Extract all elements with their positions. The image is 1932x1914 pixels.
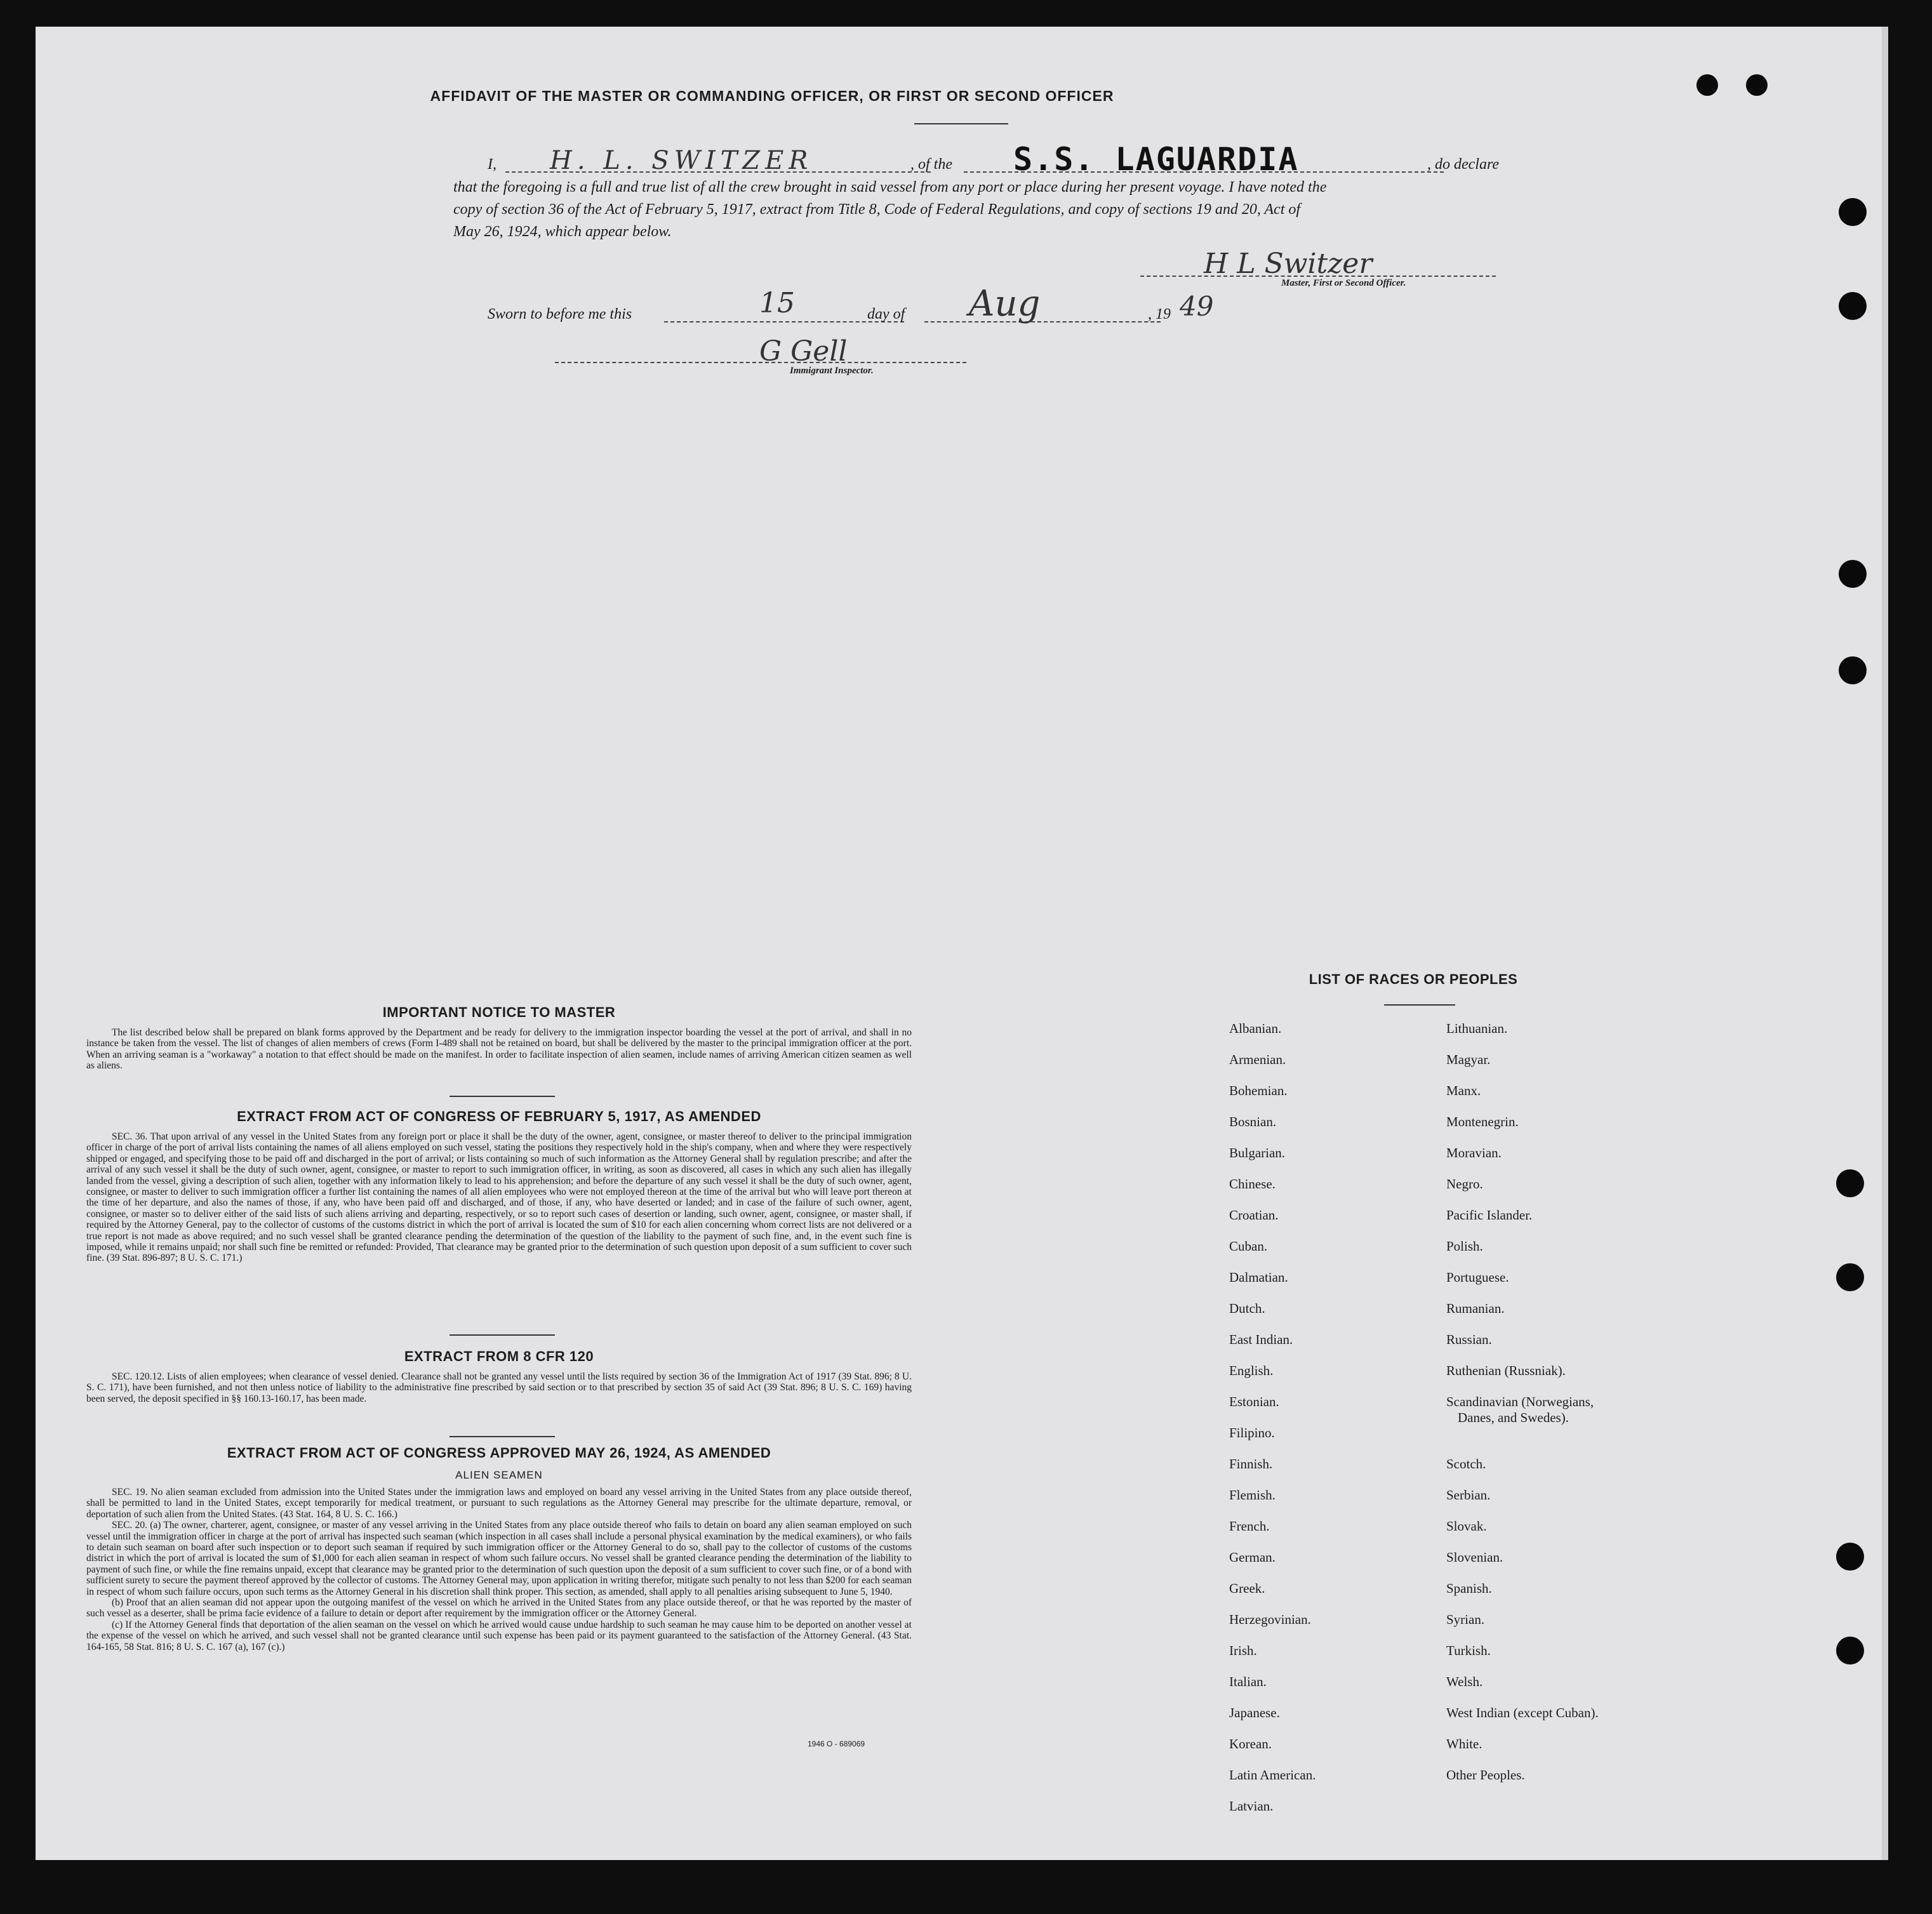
sec-20a-paragraph: SEC. 20. (a) The owner, charterer, agent, consignee, or master of any vessel arriving in the United States from any place outside thereof who fails to detain on board any alien seaman employed on such vessel until the immigration officer in charge at the port of arrival has inspected such seaman (which inspection in all cases shall include a personal physical examination by the medical examiners), or who fails to detain such seaman on board after such inspection or to deport such seaman if required by such immigration officer or the Attorney General to do so, shall pay to the collector of customs of the customs district in which the port of arrival is located the sum of $1,000 for each alien seaman in respect of whom such failure occurs. No vessel shall be granted clearance pending the determination of the liability to payment of such fine, or while the fine remains unpaid, except that clearance may be granted prior to the determination of such question upon the deposit of a sum sufficient to cover such fine, or of a bond with sufficient surety to secure the payment thereof approved by the collector of customs. The Attorney General may, upon application in writing therefor, mitigate such penalty to not less than $200 for each seaman in respect of whom such failure occurs, upon such terms as the Attorney General in his discretion shall think proper. This section, as amended, shall apply to all penalties arising subsequent to June 5, 1940. xyxy=(86,1520,912,1597)
race-item: Latvian. xyxy=(1229,1798,1274,1814)
race-item: Dalmatian. xyxy=(1229,1270,1288,1285)
alien-seamen-subheading: ALIEN SEAMEN xyxy=(455,1469,543,1481)
binder-hole xyxy=(1746,74,1768,96)
extract-1924-body xyxy=(86,1487,912,1652)
race-item: Bosnian. xyxy=(1229,1114,1277,1129)
i-label: I, xyxy=(488,156,496,173)
page-edge xyxy=(1882,27,1888,1860)
extract-cfr-heading: EXTRACT FROM 8 CFR 120 xyxy=(404,1348,594,1364)
race-item: Italian. xyxy=(1229,1674,1267,1689)
races-rule xyxy=(1384,1004,1455,1006)
race-item: Lithuanian. xyxy=(1446,1021,1508,1036)
race-item: Montenegrin. xyxy=(1446,1114,1519,1129)
sec-20b-paragraph: (b) Proof that an alien seaman did not appear upon the outgoing manifest of the vessel on which he arrived in the United States from any place outside thereof, or that he was reported by the master of such vessel as a deserter, shall be prima facie evidence of a failure to detain or deport after requirement by the immigration officer or the Attorney General. xyxy=(86,1597,912,1619)
master-signature-caption: Master, First or Second Officer. xyxy=(1281,278,1406,288)
race-item: Pacific Islander. xyxy=(1446,1207,1533,1223)
extract-1924-heading: EXTRACT FROM ACT OF CONGRESS APPROVED MAY 26, 1924, AS AMENDED xyxy=(227,1445,771,1461)
extract-1917-heading: EXTRACT FROM ACT OF CONGRESS OF FEBRUARY 5, 1917, AS AMENDED xyxy=(237,1108,761,1124)
binder-hole xyxy=(1836,1637,1864,1665)
race-item: East Indian. xyxy=(1229,1332,1293,1347)
print-code: 1946 O - 689069 xyxy=(808,1739,865,1748)
day-of-label: day of xyxy=(867,306,905,322)
race-item: Korean. xyxy=(1229,1736,1272,1751)
race-item: Dutch. xyxy=(1229,1301,1265,1316)
do-declare-label: , do declare xyxy=(1427,156,1500,173)
race-item: Danes, and Swedes). xyxy=(1458,1410,1569,1425)
race-item: Flemish. xyxy=(1229,1487,1276,1503)
race-item: Manx. xyxy=(1446,1083,1481,1098)
race-item: Greek. xyxy=(1229,1581,1265,1596)
binder-hole xyxy=(1839,198,1867,226)
race-item: Other Peoples. xyxy=(1446,1767,1525,1783)
race-item: Bulgarian. xyxy=(1229,1145,1286,1160)
race-item: Chinese. xyxy=(1229,1176,1276,1192)
sworn-month: Aug xyxy=(969,283,1041,324)
race-item: Finnish. xyxy=(1229,1456,1273,1472)
extract-1917-body: SEC. 36. That upon arrival of any vessel in the United States from any foreign port or place it shall be the duty of the owner, agent, consignee, or master thereof to deliver to the principal immigration officer in charge of the port of arrival lists containing the names of all aliens employed on such vessel, stating the positions they respectively hold in the ship's company, when and where they were respectively shipped or engaged, and specifying those to be paid off and discharged in the port of arrival; or lists containing so much of such information as the Attorney General shall by regulation prescribe; and after the arrival of any such vessel it shall be the duty of such owner, agent, consignee, or master to report to such immigration officer, in writing, as soon as discovered, all cases in which any such alien has illegally landed from the vessel, giving a description of such alien, together with any information likely to lead to his apprehension; and before the departure of any such vessel it shall be the duty of such owner, agent, consignee, or master to deliver to such immigration officer a further list containing the names of all alien employees who were not employed thereon at the time of the arrival but who will leave port thereon at the time of her departure, and also the names of those, if any, who have been paid off and discharged, and of those, if any, who have deserted or landed; and in case of the failure of such owner, agent, consignee, or master so to deliver either of the said lists of such aliens arriving and departing, respectively, or so to report such cases of desertion or landing, such owner, agent, consignee, or master shall, if required by the Attorney General, pay to the collector of customs of the customs district in which the port of arrival is located the sum of $10 for each alien concerning whom correct lists are not delivered or a true report is not made as above required; and no such vessel shall be granted clearance pending the determination of the question of the liability to the payment of such fine, and, in the event such fine is imposed, while it remains unpaid; nor shall such fine be remitted or refunded: Provided, That clearance may be granted prior to the determination of such question upon deposit of a sum sufficient to cover such fine. (39 Stat. 896-897; 8 U. S. C. 171.) xyxy=(86,1131,912,1264)
races-heading: LIST OF RACES OR PEOPLES xyxy=(1309,971,1518,987)
race-item: Serbian. xyxy=(1446,1487,1491,1503)
race-item: Irish. xyxy=(1229,1643,1257,1658)
sworn-day: 15 xyxy=(759,287,795,319)
race-item: English. xyxy=(1229,1363,1274,1378)
sworn-label: Sworn to before me this xyxy=(488,306,632,322)
race-item: Ruthenian (Russniak). xyxy=(1446,1363,1566,1378)
race-item: White. xyxy=(1446,1736,1482,1751)
binder-hole xyxy=(1839,560,1867,588)
race-item: Latin American. xyxy=(1229,1767,1316,1783)
race-item: German. xyxy=(1229,1550,1276,1565)
binder-hole xyxy=(1839,656,1867,684)
race-item: Syrian. xyxy=(1446,1612,1485,1627)
section-rule xyxy=(450,1096,555,1097)
binder-hole xyxy=(1839,292,1867,320)
race-item: Russian. xyxy=(1446,1332,1492,1347)
race-item: Croatian. xyxy=(1229,1207,1279,1223)
race-item: Turkish. xyxy=(1446,1643,1491,1658)
ship-name: S.S. LAGUARDIA xyxy=(1013,141,1299,178)
race-item: Slovenian. xyxy=(1446,1550,1503,1565)
section-rule xyxy=(450,1334,555,1336)
statement-line-1: that the foregoing is a full and true list of all the crew brought in said vessel from any port or place during her present voyage. I have noted the xyxy=(453,179,1327,196)
race-item: Polish. xyxy=(1446,1239,1483,1254)
race-item: Scotch. xyxy=(1446,1456,1486,1472)
race-item: West Indian (except Cuban). xyxy=(1446,1705,1599,1720)
statement-line-3: May 26, 1924, which appear below. xyxy=(453,223,672,240)
title-rule xyxy=(914,123,1008,124)
statement-line-2: copy of section 36 of the Act of February 5, 1917, extract from Title 8, Code of Federal Regulations, and copy of sections 19 and 20, Act of xyxy=(453,201,1301,218)
race-item: Rumanian. xyxy=(1446,1301,1505,1316)
race-item: Scandinavian (Norwegians, xyxy=(1446,1394,1594,1409)
sec-20c-paragraph: (c) If the Attorney General finds that deportation of the alien seaman on the vessel on which he arrived would cause undue hardship to such seaman he may cause him to be deported on another vessel at the expense of the vessel on which he arrived, and such vessel shall not be granted clearance until such expense has been paid or its payment guaranteed to the satisfaction of the Attorney General. (43 Stat. 164-165, 58 Stat. 816; 8 U. S. C. 167 (a), 167 (c).) xyxy=(86,1619,912,1652)
race-item: Moravian. xyxy=(1446,1145,1502,1160)
notice-heading: IMPORTANT NOTICE TO MASTER xyxy=(382,1004,616,1020)
binder-hole xyxy=(1836,1263,1864,1291)
race-item: Filipino. xyxy=(1229,1425,1275,1440)
race-item: Portuguese. xyxy=(1446,1270,1509,1285)
month-line xyxy=(924,321,1161,322)
race-item: Negro. xyxy=(1446,1176,1483,1192)
race-item: Japanese. xyxy=(1229,1705,1280,1720)
of-the-label: , of the xyxy=(910,156,952,173)
race-item: Armenian. xyxy=(1229,1052,1286,1067)
race-item: Bohemian. xyxy=(1229,1083,1288,1098)
affidavit-title: AFFIDAVIT OF THE MASTER OR COMMANDING OFFICER, OR FIRST OR SECOND OFFICER xyxy=(430,88,1114,104)
master-name: H. L. SWITZER xyxy=(550,146,813,175)
year-prefix: , 19 xyxy=(1148,306,1171,322)
inspector-caption: Immigrant Inspector. xyxy=(790,366,874,376)
race-item: Albanian. xyxy=(1229,1021,1282,1036)
section-rule xyxy=(450,1436,555,1437)
binder-hole xyxy=(1696,74,1718,96)
master-signature: H L Switzer xyxy=(1204,248,1373,280)
race-item: Cuban. xyxy=(1229,1239,1268,1254)
sec-19-paragraph: SEC. 19. No alien seaman excluded from admission into the United States under the immigration laws and employed on board any vessel arriving in the United States from any place outside thereof, shall be permitted to land in the United States, except temporarily for medical treatment, or pursuant to such regulations as the Attorney General may prescribe for the ultimate departure, removal, or deportation of such alien from the United States. (43 Stat. 164, 8 U. S. C. 166.) xyxy=(86,1487,912,1520)
race-item: Slovak. xyxy=(1446,1519,1487,1534)
race-item: Herzegovinian. xyxy=(1229,1612,1311,1627)
year-suffix: 49 xyxy=(1180,291,1214,322)
race-item: Spanish. xyxy=(1446,1581,1492,1596)
race-item: Magyar. xyxy=(1446,1052,1491,1067)
document-page xyxy=(36,27,1888,1860)
binder-hole xyxy=(1836,1543,1864,1571)
race-item: Welsh. xyxy=(1446,1674,1483,1689)
race-item: French. xyxy=(1229,1519,1270,1534)
race-item: Estonian. xyxy=(1229,1394,1279,1409)
extract-cfr-body: SEC. 120.12. Lists of alien employees; when clearance of vessel denied. Clearance shall not be granted any vessel until the lists required by section 36 of the Immigration Act of 1917 (39 Stat. 896; 8 U. S. C. 171), have been furnished, and not then unless notice of liability to the administrative fine prescribed by said section or to that prescribed by section 35 of said Act (39 Stat. 896; 8 U. S. C. 169) having been served, the deposit specified in §§ 160.13-160.17, has been made. xyxy=(86,1371,912,1404)
notice-body: The list described below shall be prepared on blank forms approved by the Department and be ready for delivery to the immigration inspector boarding the vessel at the port of arrival, and shall in no instance be taken from the vessel. The list of changes of alien members of crews (Form I-489 shall not be retained on board, but shall be delivered by the master to the principal immigration officer at the port. When an arriving seaman is a "workaway" a notation to that effect should be made on the manifest. In order to facilitate inspection of alien seamen, include names of arriving American citizen seamen as well as aliens. xyxy=(86,1027,912,1072)
inspector-signature: G Gell xyxy=(759,335,848,368)
binder-hole xyxy=(1836,1169,1864,1197)
